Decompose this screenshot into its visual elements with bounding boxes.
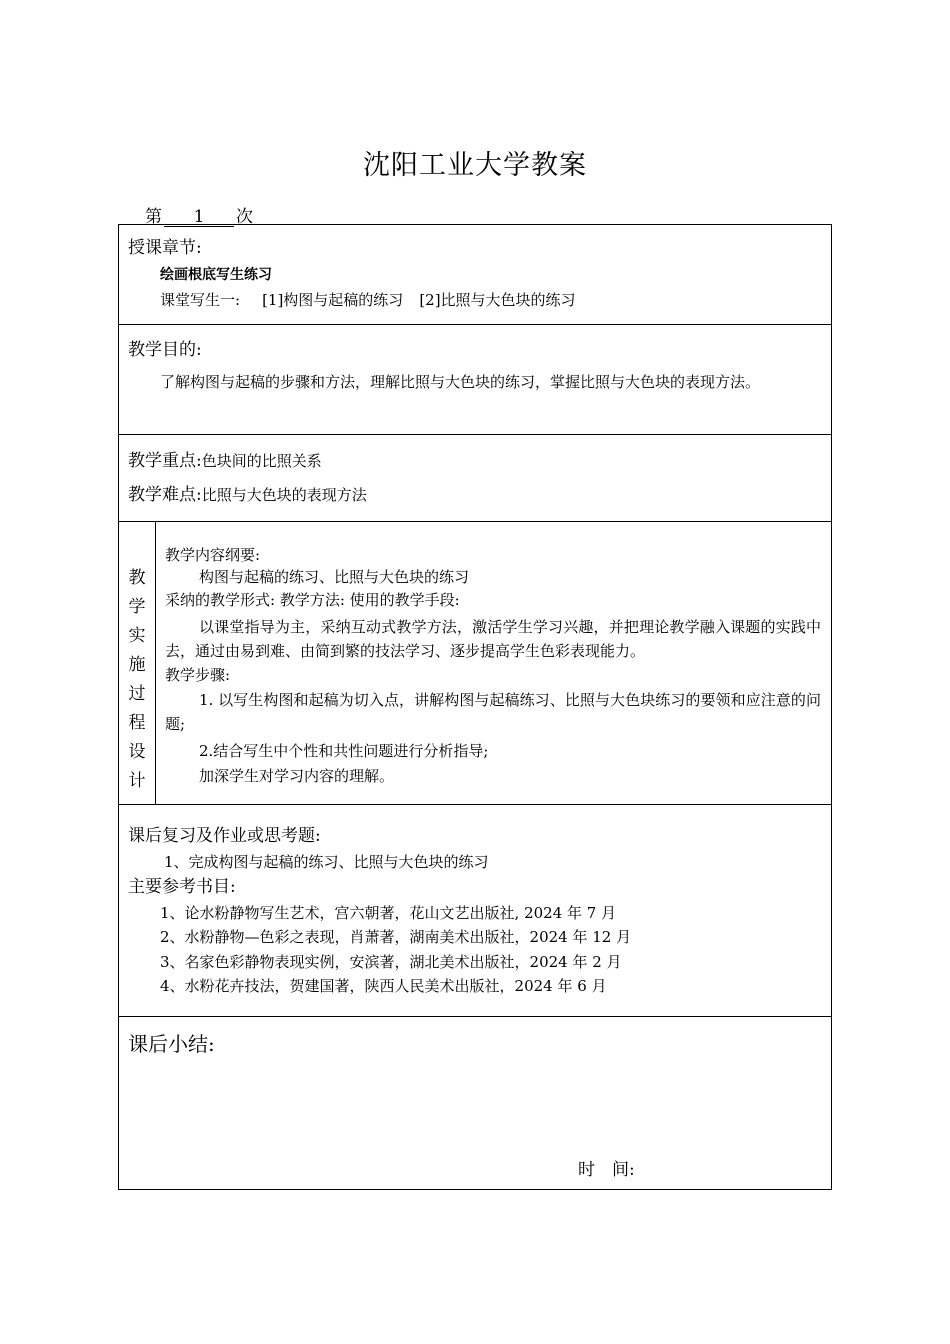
process-side-column bbox=[119, 522, 156, 804]
homework-item-1: 1、完成构图与起稿的练习、比照与大色块的练习 bbox=[164, 853, 489, 871]
session-prefix: 第 bbox=[145, 207, 162, 227]
key-line bbox=[128, 450, 322, 472]
form-text: 以课堂指导为主，采纳互动式教学方法，激活学生学习兴趣，并把理论教学融入课题的实践中去，通过由易到难、由简到繁的技法学习、逐步提高学生色彩表现能力。 bbox=[165, 618, 821, 660]
exercise-line bbox=[160, 289, 576, 311]
difficulty-label: 教学难点: bbox=[128, 485, 202, 505]
outline-label: 教学内容纲要: bbox=[165, 546, 261, 564]
side-char: 学 bbox=[128, 597, 146, 617]
goal-label: 教学目的: bbox=[128, 340, 202, 360]
session-number-value: 1 bbox=[164, 208, 234, 227]
summary-time-label: 时 间: bbox=[578, 1160, 635, 1180]
homework-section bbox=[119, 805, 831, 1017]
exercise-2: [2]比照与大色块的练习 bbox=[419, 291, 576, 309]
process-section bbox=[119, 522, 831, 805]
process-side-label bbox=[119, 564, 155, 796]
difficulty-text: 比照与大色块的表现方法 bbox=[201, 486, 367, 504]
page-title: 沈阳工业大学教案 bbox=[363, 150, 587, 181]
summary-label: 课后小结: bbox=[128, 1032, 215, 1056]
side-char: 计 bbox=[128, 771, 146, 791]
reference-item: 2、水粉静物—色彩之表现，肖萧著，湖南美术出版社，2024 年 12 月 bbox=[160, 928, 632, 946]
key-text: 色块间的比照关系 bbox=[201, 452, 322, 470]
lesson-plan-table bbox=[118, 224, 832, 1190]
form-label: 采纳的教学形式: 教学方法: 使用的教学手段: bbox=[165, 591, 460, 609]
reference-item: 4、水粉花卉技法，贺建国著，陕西人民美术出版社，2024 年 6 月 bbox=[160, 977, 607, 995]
reference-item: 1、论水粉静物写生艺术，宫六朝著，花山文艺出版社, 2024 年 7 月 bbox=[160, 904, 617, 922]
side-char: 设 bbox=[128, 742, 146, 762]
steps-label: 教学步骤: bbox=[165, 666, 231, 684]
summary-section bbox=[119, 1017, 831, 1189]
chapter-label: 授课章节: bbox=[128, 238, 202, 258]
refs-label: 主要参考书目: bbox=[128, 877, 236, 897]
side-char: 教 bbox=[128, 568, 146, 588]
step-3: 加深学生对学习内容的理解。 bbox=[199, 767, 395, 785]
step-1: 1. 以写生构图和起稿为切入点，讲解构图与起稿练习、比照与大色块练习的要领和应注意的问题; bbox=[165, 691, 821, 733]
outline-text: 构图与起稿的练习、比照与大色块的练习 bbox=[199, 568, 470, 586]
step-2: 2.结合写生中个性和共性问题进行分析指导; bbox=[199, 742, 489, 760]
difficulty-line bbox=[128, 484, 367, 506]
goal-text: 了解构图与起稿的步骤和方法，理解比照与大色块的练习，掌握比照与大色块的表现方法。 bbox=[160, 373, 761, 391]
chapter-section bbox=[119, 225, 831, 325]
key-label: 教学重点: bbox=[128, 451, 202, 471]
homework-label: 课后复习及作业或思考题: bbox=[128, 826, 321, 846]
side-char: 施 bbox=[128, 655, 146, 675]
side-char: 过 bbox=[128, 684, 146, 704]
exercise-prefix: 课堂写生一: bbox=[160, 291, 241, 309]
side-char: 实 bbox=[128, 626, 146, 646]
exercise-1: [1]构图与起稿的练习 bbox=[262, 291, 404, 309]
chapter-topic: 绘画根底写生练习 bbox=[160, 267, 272, 283]
side-char: 程 bbox=[128, 713, 146, 733]
reference-item: 3、名家色彩静物表现实例，安滨著，湖北美术出版社，2024 年 2 月 bbox=[160, 953, 622, 971]
goal-section bbox=[119, 325, 831, 435]
session-suffix: 次 bbox=[236, 207, 253, 227]
key-section bbox=[119, 435, 831, 522]
